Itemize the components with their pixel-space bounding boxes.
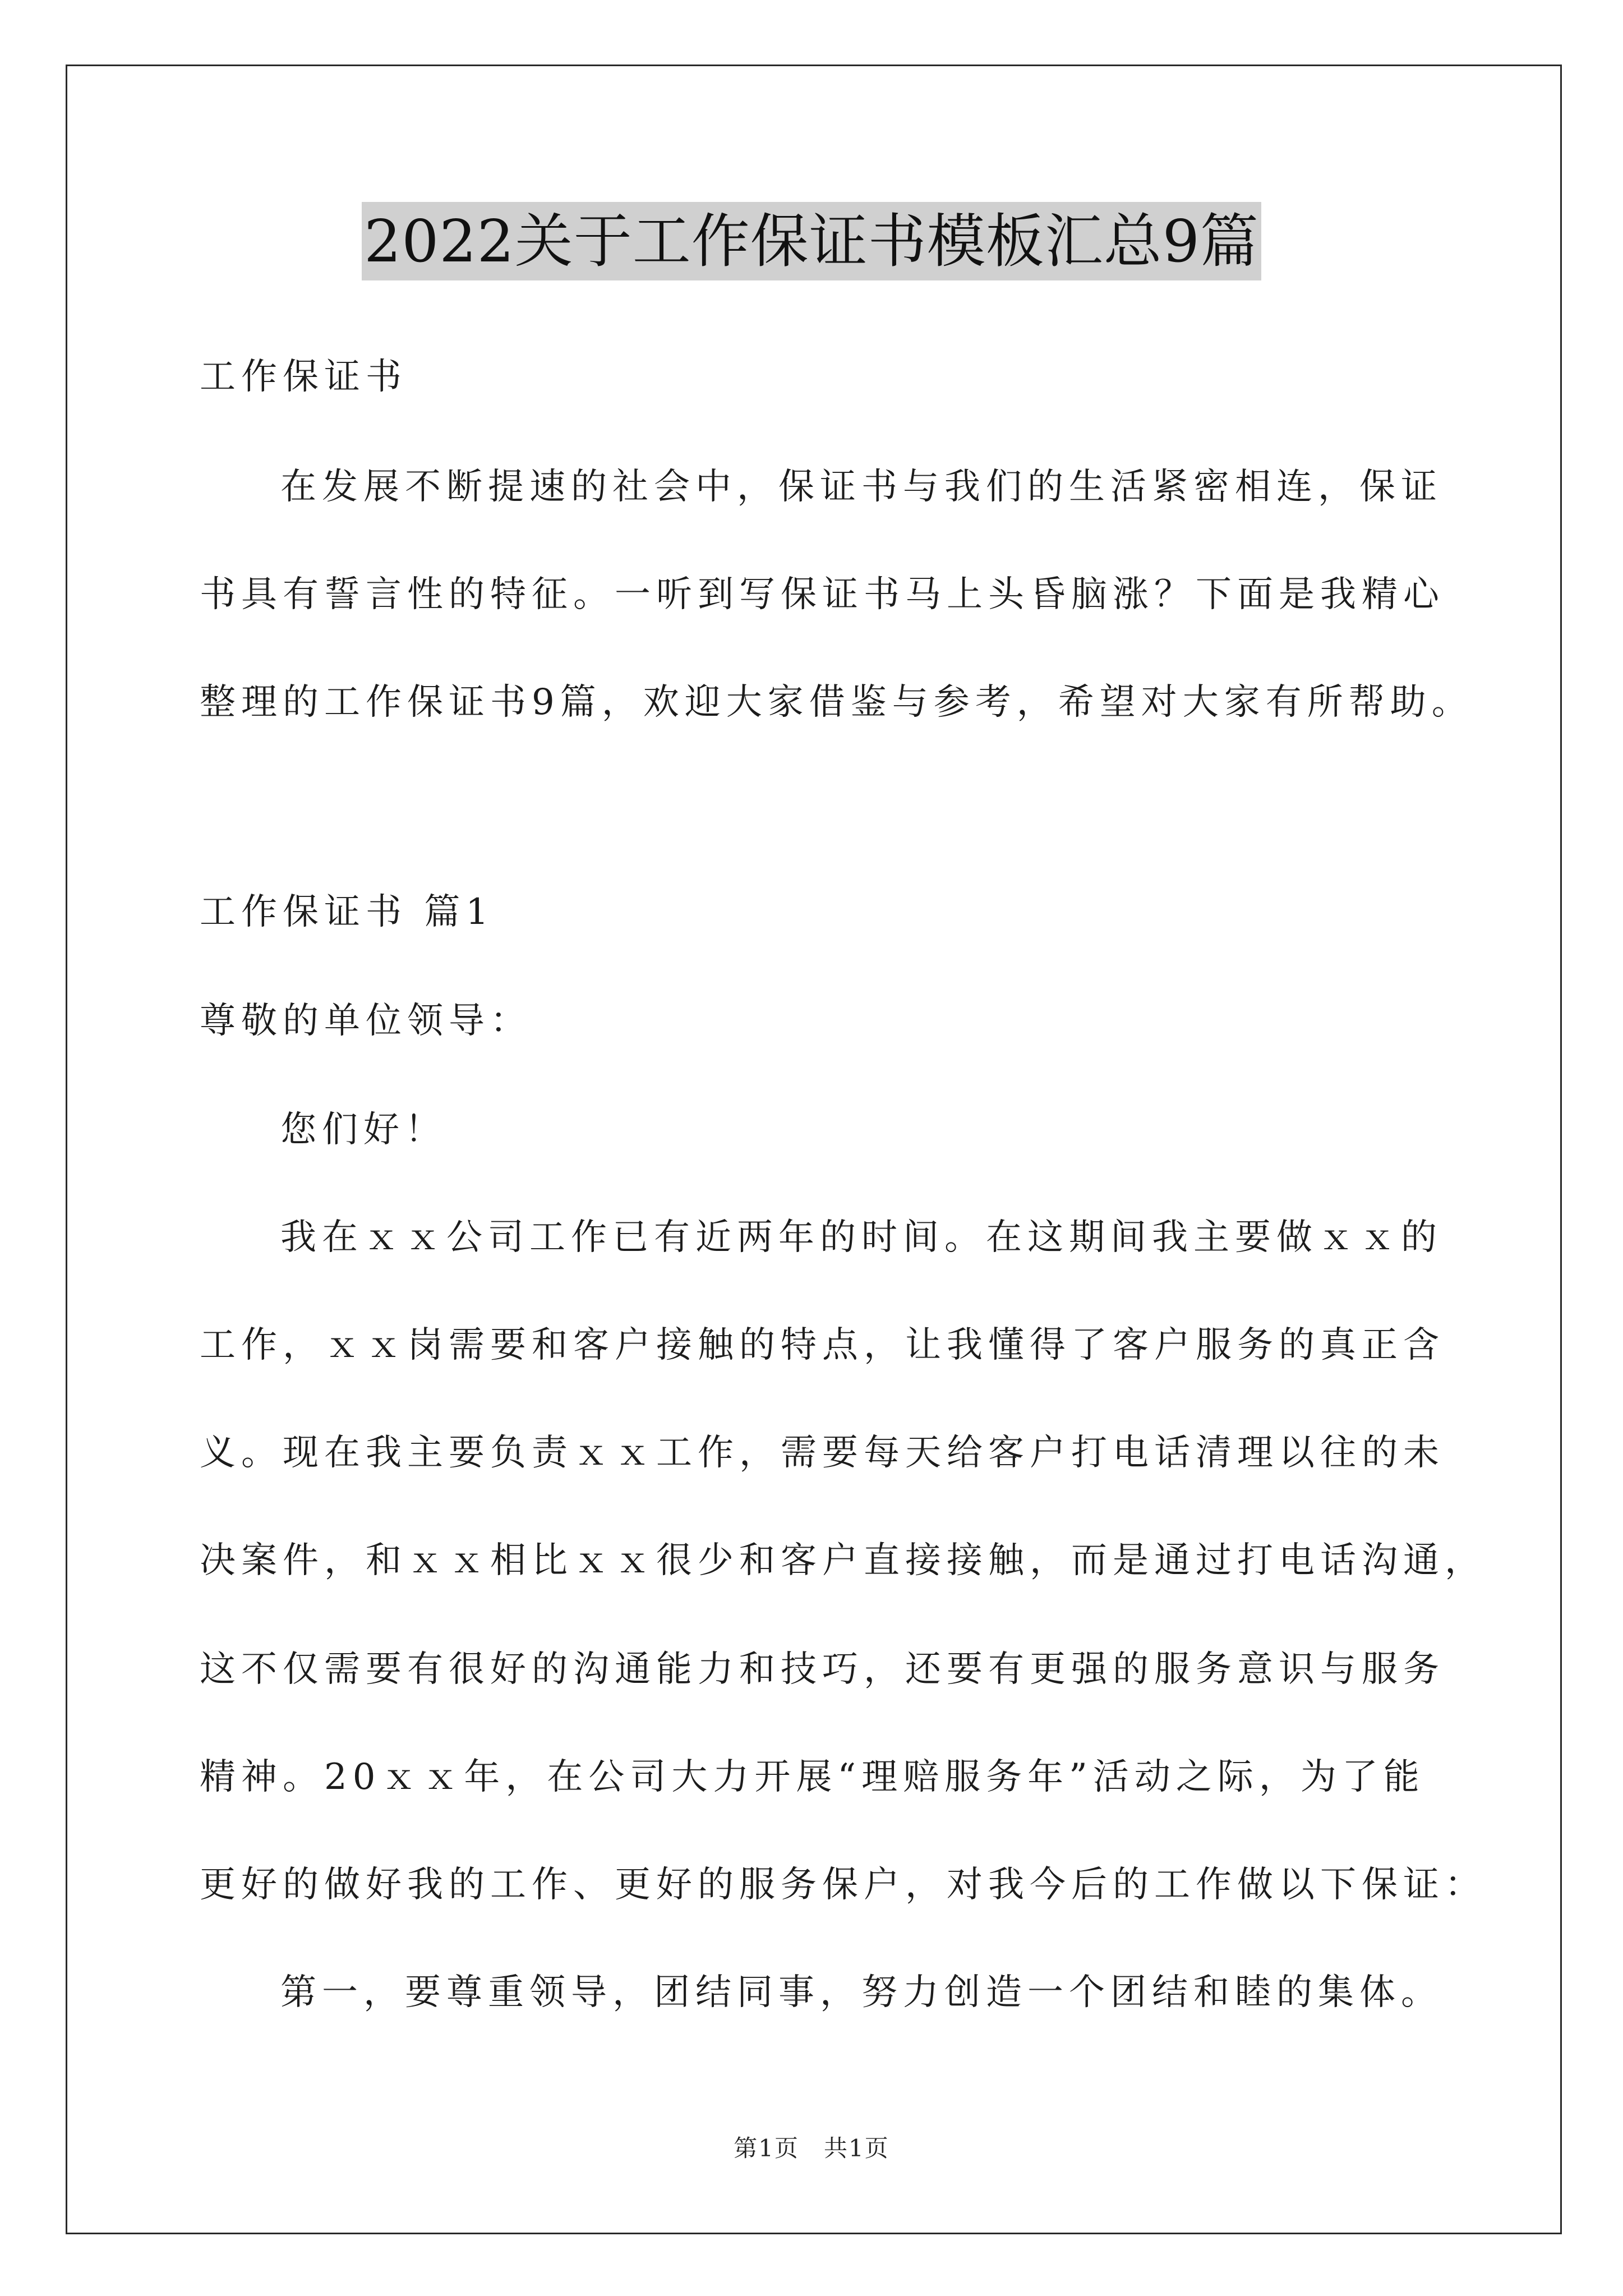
body-paragraph-line: 决案件，和ｘｘ相比ｘｘ很少和客户直接接触，而是通过打电话沟通， xyxy=(200,1540,1486,1581)
body-paragraph-line: 更好的做好我的工作、更好的服务保户，对我今后的工作做以下保证： xyxy=(200,1864,1486,1906)
body-paragraph-line: 我在ｘｘ公司工作已有近两年的时间。在这期间我主要做ｘｘ的 xyxy=(280,1217,1442,1258)
section-heading: 工作保证书 xyxy=(200,356,407,398)
greeting: 您们好！ xyxy=(280,1109,446,1151)
title-container xyxy=(0,202,1623,280)
page-number-footer: 第1页 共1页 xyxy=(734,2134,889,2162)
body-paragraph-line: 义。现在我主要负责ｘｘ工作，需要每天给客户打电话清理以往的未 xyxy=(200,1432,1445,1474)
salutation: 尊敬的单位领导： xyxy=(200,1000,532,1042)
pledge-item: 第一，要尊重领导，团结同事，努力创造一个团结和睦的集体。 xyxy=(280,1972,1442,2013)
body-paragraph-line: 精神。20ｘｘ年，在公司大力开展“理赔服务年”活动之际，为了能 xyxy=(200,1756,1425,1798)
intro-paragraph-line: 在发展不断提速的社会中，保证书与我们的生活紧密相连，保证 xyxy=(280,466,1442,508)
body-paragraph-line: 这不仅需要有很好的沟通能力和技巧，还要有更强的服务意识与服务 xyxy=(200,1649,1445,1690)
intro-paragraph-line: 书具有誓言性的特征。一听到写保证书马上头昏脑涨？下面是我精心 xyxy=(200,574,1445,615)
document-title: 2022关于工作保证书模板汇总9篇 xyxy=(362,202,1261,280)
body-paragraph-line: 工作，ｘｘ岗需要和客户接触的特点，让我懂得了客户服务的真正含 xyxy=(200,1324,1445,1366)
chapter-heading: 工作保证书 篇1 xyxy=(200,891,495,933)
intro-paragraph-line: 整理的工作保证书9篇，欢迎大家借鉴与参考，希望对大家有所帮助。 xyxy=(200,682,1473,723)
